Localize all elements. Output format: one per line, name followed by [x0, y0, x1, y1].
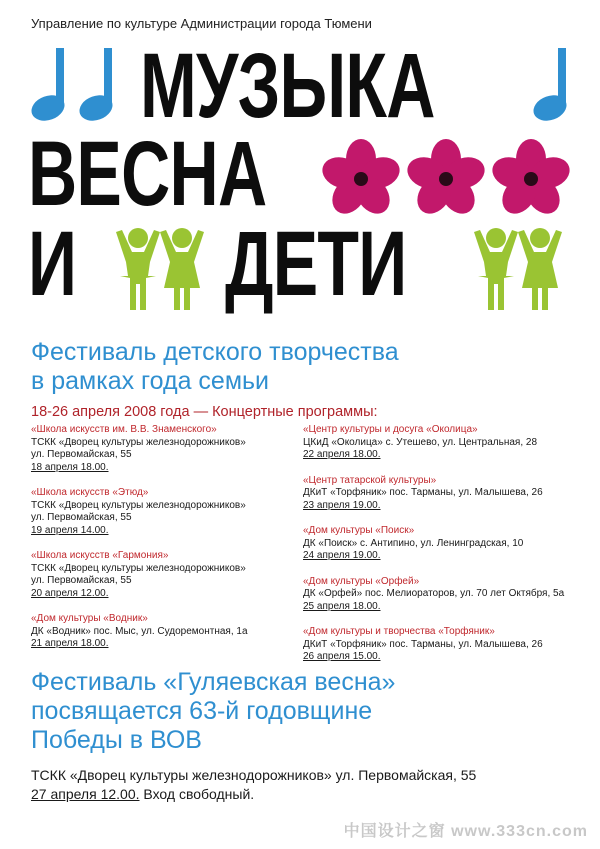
title-spring: ВЕСНА	[28, 123, 267, 225]
entry-date: 20 апреля 12.00.	[31, 587, 109, 599]
festival1-line2: в рамках года семьи	[31, 367, 270, 395]
entry-address: ул. Первомайская, 55	[31, 512, 132, 523]
entry-date: 23 апреля 19.00.	[303, 499, 381, 511]
entry-venue: ДК «Поиск» с. Антипино, ул. Ленинградская, 10	[303, 537, 524, 549]
festival2-line2: посвящается 63-й годовщине	[31, 697, 373, 725]
program-left-column	[31, 424, 311, 664]
festival1-heading	[31, 338, 399, 396]
flower-icon	[490, 138, 572, 220]
children-icon	[108, 226, 212, 314]
festival2-entry: Вход свободный.	[143, 786, 255, 802]
festival2-line3: Победы в ВОВ	[31, 726, 202, 754]
program-entry	[31, 613, 311, 651]
program-entry	[303, 626, 583, 664]
festival2-date: 27 апреля 12.00.	[31, 786, 140, 802]
program-entry	[303, 525, 583, 563]
festival2-line1: Фестиваль «Гуляевская весна»	[31, 668, 396, 696]
program-entry	[31, 424, 311, 474]
entry-date: 24 апреля 19.00.	[303, 550, 381, 561]
organization-header: Управление по культуре Администрации города Тюмени	[31, 16, 372, 31]
entry-address: ул. Первомайская, 55	[31, 575, 132, 586]
entry-venue: ДКиТ «Торфяник» пос. Тарманы, ул. Малышева, 26	[303, 638, 543, 650]
program-entry	[303, 576, 583, 614]
entry-name: «Школа искусств «Гармония»	[31, 550, 169, 561]
flower-icon	[405, 138, 487, 220]
entry-date: 21 апреля 18.00.	[31, 638, 109, 649]
watermark: 中国设计之窗 www.333cn.com	[343, 823, 588, 840]
entry-date: 26 апреля 15.00.	[303, 651, 381, 662]
entry-name: «Дом культуры «Водник»	[31, 613, 148, 624]
festival1-dates: 18-26 апреля 2008 года — Концертные программы:	[31, 404, 378, 420]
entry-date: 18 апреля 18.00.	[31, 461, 109, 473]
title-music: МУЗЫКА	[140, 35, 435, 137]
festival2-venue: ТСКК «Дворец культуры железнодорожников» ул. Первомайская, 55	[31, 767, 477, 783]
festival1-line1: Фестиваль детского творчества	[31, 338, 399, 366]
entry-name: «Центр татарской культуры»	[303, 474, 437, 486]
program-entry	[303, 475, 583, 513]
entry-name: «Центр культуры и досуга «Околица»	[303, 424, 478, 435]
entry-venue: ДК «Водник» пос. Мыс, ул. Судоремонтная, 1а	[31, 625, 248, 637]
entry-date: 25 апреля 18.00.	[303, 600, 381, 612]
program-entry	[303, 424, 583, 462]
program-entry	[31, 487, 311, 537]
entry-venue: ЦКиД «Околица» с. Утешево, ул. Центральная, 28	[303, 436, 537, 448]
festival2-heading	[31, 668, 395, 755]
entry-name: «Школа искусств «Этюд»	[31, 487, 149, 498]
entry-venue: ДК «Орфей» пос. Мелиораторов, ул. 70 лет Октября, 5а	[303, 588, 565, 599]
music-note-icon	[532, 46, 576, 122]
entry-name: «Дом культуры и творчества «Торфяник»	[303, 626, 495, 637]
entry-name: «Дом культуры «Орфей»	[303, 575, 420, 587]
festival2-venue-block	[31, 766, 476, 804]
music-note-icon	[78, 46, 122, 122]
music-note-icon	[30, 46, 74, 122]
entry-venue: ДКиТ «Торфяник» пос. Тарманы, ул. Малышева, 26	[303, 487, 543, 498]
entry-name: «Дом культуры «Поиск»	[303, 525, 415, 536]
entry-venue: ТСКК «Дворец культуры железнодорожников»	[31, 499, 246, 511]
title-children: ДЕТИ	[225, 213, 407, 315]
entry-name: «Школа искусств им. В.В. Знаменского»	[31, 424, 217, 435]
program-entry	[31, 550, 311, 600]
entry-date: 22 апреля 18.00.	[303, 449, 381, 460]
entry-date: 19 апреля 14.00.	[31, 524, 109, 536]
title-and: И	[28, 213, 77, 315]
entry-venue: ТСКК «Дворец культуры железнодорожников»	[31, 436, 246, 448]
children-icon	[466, 226, 570, 314]
entry-venue: ТСКК «Дворец культуры железнодорожников»	[31, 562, 246, 574]
entry-address: ул. Первомайская, 55	[31, 449, 132, 460]
program-right-column	[303, 424, 583, 677]
flower-icon	[320, 138, 402, 220]
